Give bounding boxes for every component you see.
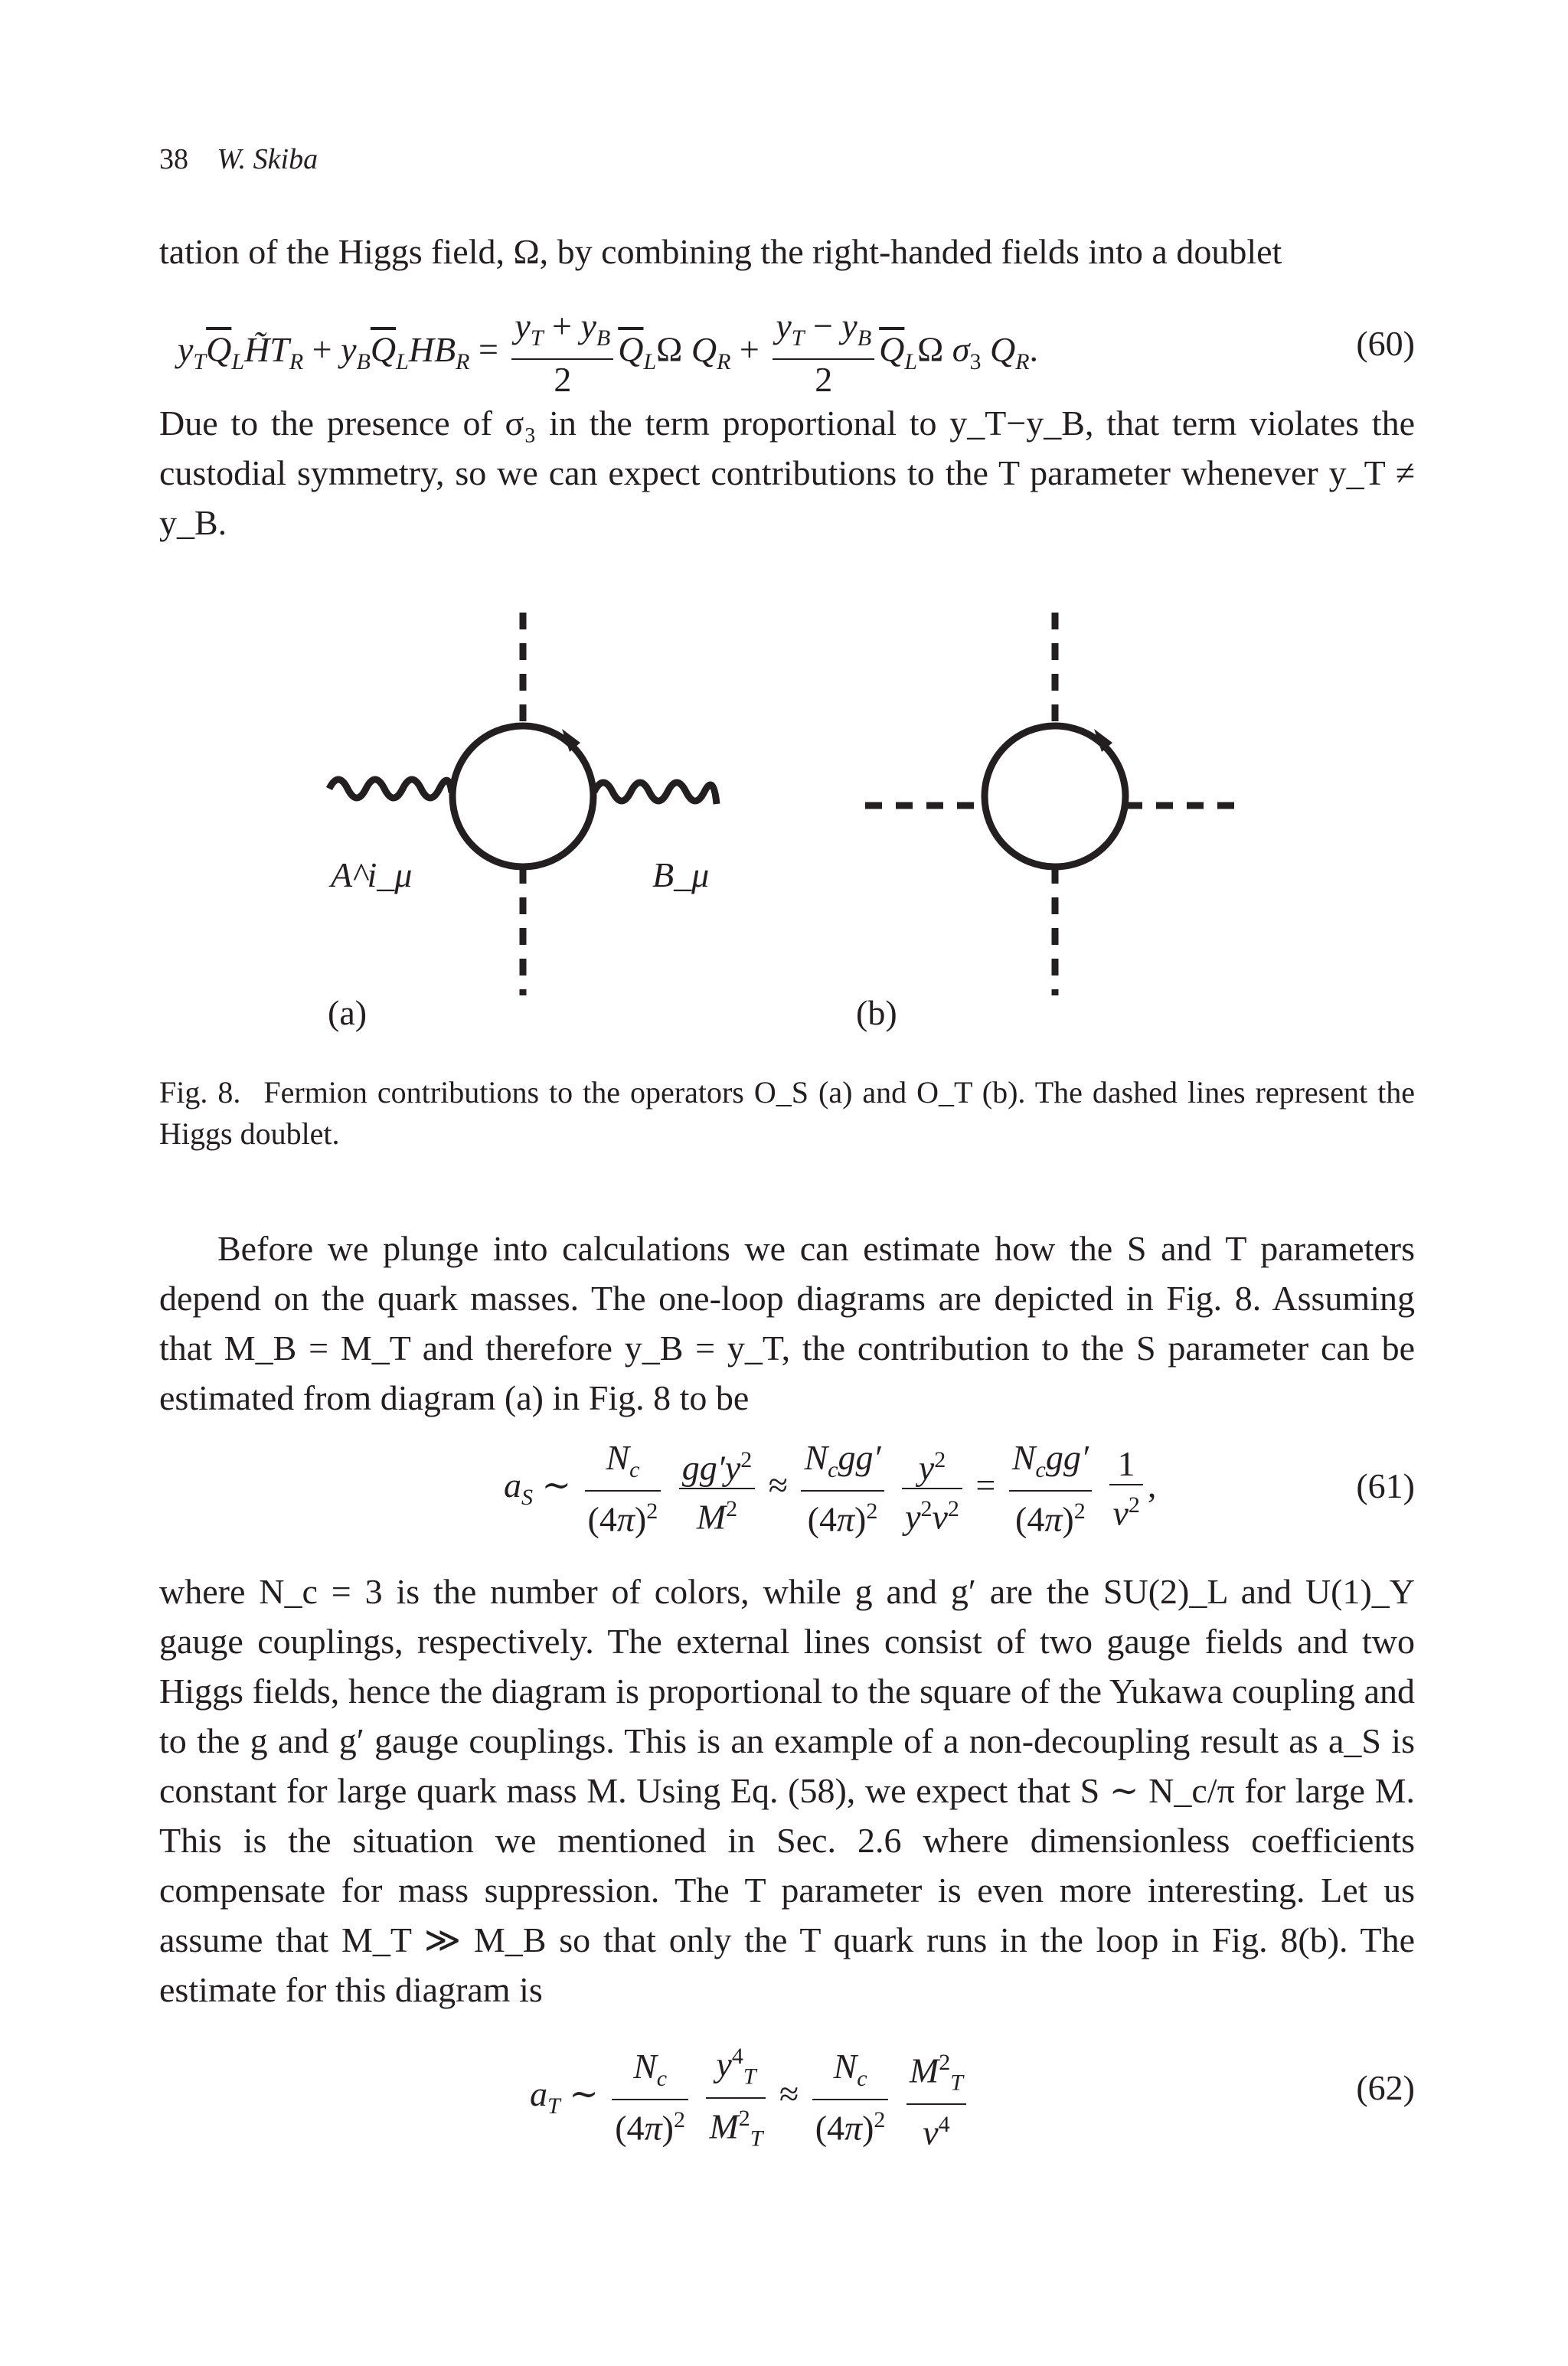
figure-8-diagrams	[0, 0, 1568, 1087]
equation-62	[159, 2037, 1415, 2152]
equation-62-number: (62)	[1356, 2068, 1415, 2107]
equation-61-body: $a_S$ ∼ $\frac{N_c}{(4\pi)^2}$ $\frac{gg'y^2}{M^2}$ ≈ $\frac{N_cgg'}{(4\pi)^2}$ $\frac{y^2}{y^2v^2}$ = $\frac{N_cgg'}{(4\pi)^2}$ $\frac{1}{v^2}$ ,	[504, 1438, 1157, 1539]
equation-60-number: (60)	[1356, 324, 1415, 363]
paragraph-2-text: Due to the presence of σ₃ in the term proportional to y_T−y_B, that term violates the custodial symmetry, so we can expect contributions to the T parameter whenever y_T ≠ y_B.	[159, 404, 1415, 542]
equation-61	[159, 1438, 1415, 1545]
field-label-b: B_μ	[652, 855, 710, 894]
subfigure-label-b: (b)	[856, 993, 897, 1032]
caption-text: Fermion contributions to the operators O_S (a) and O_T (b). The dashed lines represent the Higgs doublet.	[159, 1075, 1415, 1151]
subfigure-label-a: (a)	[328, 993, 368, 1032]
figure-caption	[159, 1072, 1415, 1155]
paragraph-4	[159, 1567, 1415, 2015]
paragraph-3-text: Before we plunge into calculations we can estimate how the S and T parameters depend on the quark masses. The one-loop diagrams are depicted in Fig. 8. Assuming that M_B = M_T and therefore y_B = y_T, the contribution to the S parameter can be estimated from diagram (a) in Fig. 8 to be	[159, 1229, 1415, 1417]
paragraph-4-text: where N_c = 3 is the number of colors, while g and g′ are the SU(2)_L and U(1)_Y gauge couplings, respectively. The external lines consist of two gauge fields and two Higgs fields, hence the diagram is proportional to the square of the Yukawa coupling and to the g and g′ gauge couplings. This is an example of a non-decoupling result as a_S is constant for large quark mass M. Using Eq. (58), we expect that S ∼ N_c/π for large M. This is the situation we mentioned in Sec. 2.6 where dimensionless coefficients compensate for mass suppression. The T parameter is even more interesting. Let us assume that M_T ≫ M_B so that only the T quark runs in the loop in Fig. 8(b). The estimate for this diagram is	[159, 1572, 1415, 2009]
equation-61-number: (61)	[1356, 1466, 1415, 1505]
paragraph-3	[159, 1224, 1415, 1423]
field-label-a: A^i_μ	[331, 855, 413, 894]
running-author: W. Skiba	[217, 143, 318, 175]
equation-60-body: $y_T\overline{Q}_LH̃T_R + y_B\overline{Q}_LHB_R$ = $\frac{y_T + y_B}{2}$ $\overline{Q}_L\Omega$ $Q_R$ + $\frac{y_T - y_B}{2}$ $\overline{Q}_L\Omega$ $\sigma_3$ $Q_R$.	[178, 306, 1039, 400]
paragraph-1-text: tation of the Higgs field, Ω, by combining the right-handed fields into a doublet	[159, 232, 1282, 271]
page-number: 38	[159, 143, 188, 175]
gauge-boson-b-right	[594, 783, 717, 804]
caption-label: Fig. 8.	[159, 1075, 241, 1109]
gauge-boson-a-left	[329, 779, 452, 798]
equation-62-body: $a_T$ ∼ $\frac{N_c}{(4\pi)^2}$ $\frac{y^4_T}{M^2_T}$ ≈ $\frac{N_c}{(4\pi)^2}$ $\frac{M^2_T}{v^4}$	[530, 2037, 971, 2158]
